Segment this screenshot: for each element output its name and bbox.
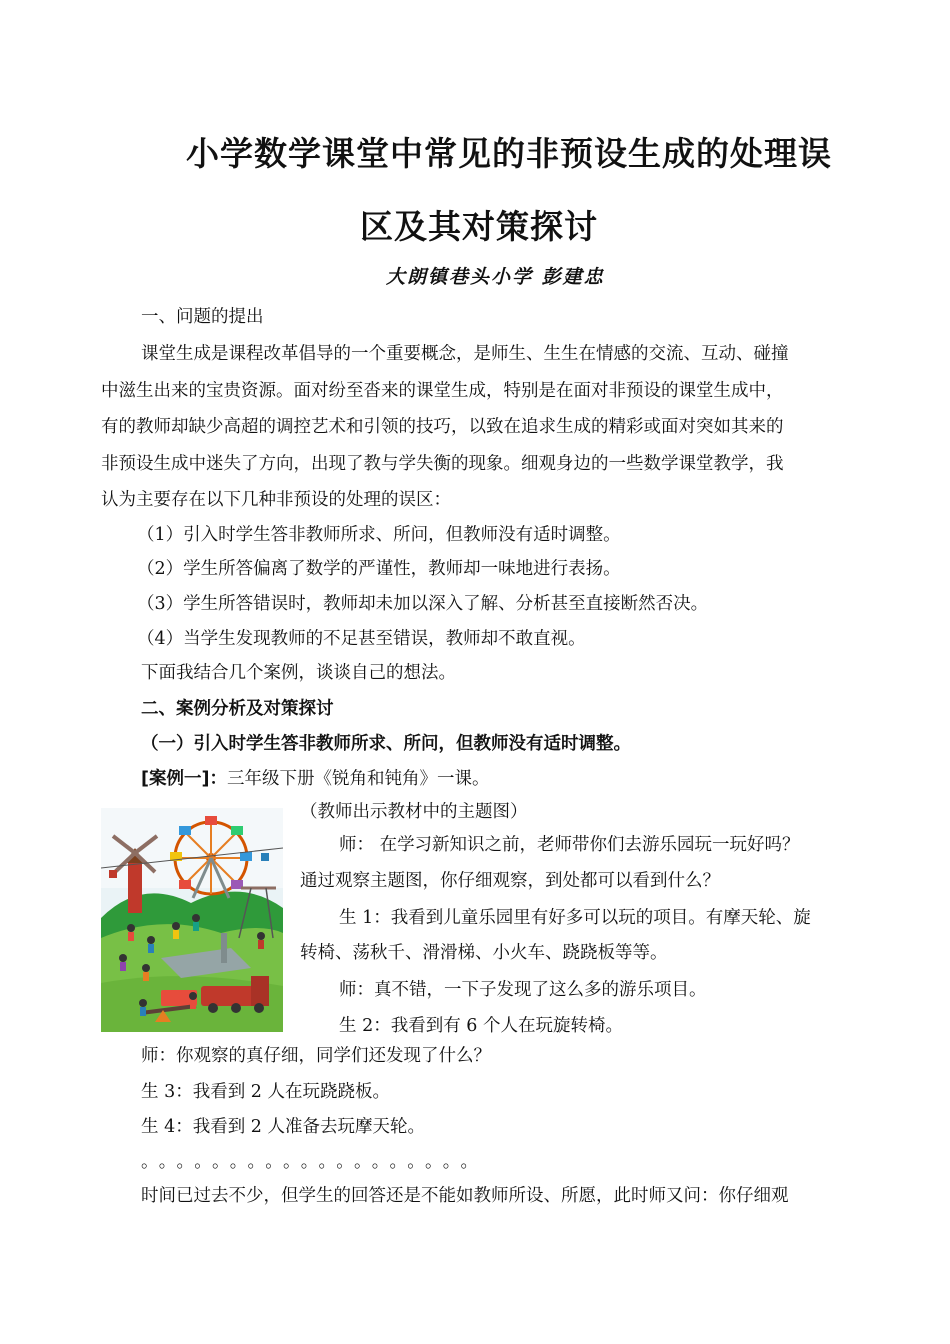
section-1-heading: 一、问题的提出 (141, 307, 264, 327)
dialogue-line: 生 2：我看到有 6 个人在玩旋转椅。 (339, 1016, 623, 1036)
list-item: （1）引入时学生答非教师所求、所问，但教师没有适时调整。 (137, 525, 621, 545)
section-2-heading: 二、案例分析及对策探讨 (141, 699, 334, 719)
title-line-2: 区及其对策探讨 (360, 207, 598, 246)
dialogue-line: 生 1：我看到儿童乐园里有好多可以玩的项目。有摩天轮、旋 (339, 908, 811, 928)
dialogue-line: 师：真不错，一下子发现了这么多的游乐项目。 (339, 980, 707, 1000)
title-line-1: 小学数学课堂中常见的非预设生成的处理误 (186, 134, 832, 173)
intro-line: 课堂生成是课程改革倡导的一个重要概念，是师生、生生在情感的交流、互动、碰撞 (141, 344, 789, 364)
author-line: 大朗镇巷头小学 彭建忠 (386, 266, 605, 288)
subsection-1-heading: （一）引入时学生答非教师所求、所问，但教师没有适时调整。 (141, 734, 631, 754)
body-line: 时间已过去不少，但学生的回答还是不能如教师所设、所愿，此时师又问：你仔细观 (141, 1186, 789, 1206)
transition-text: 下面我结合几个案例，谈谈自己的想法。 (141, 663, 456, 683)
dialogue-line: 生 3：我看到 2 人在玩跷跷板。 (141, 1082, 390, 1102)
case-1-line (141, 767, 490, 791)
case-1-text: 三年级下册《锐角和钝角》一课。 (227, 769, 490, 789)
intro-line: 中滋生出来的宝贵资源。面对纷至沓来的课堂生成，特别是在面对非预设的课堂生成中， (101, 381, 784, 401)
intro-line: 有的教师却缺少高超的调控艺术和引领的技巧，以致在追求生成的精彩或面对突如其来的 (101, 417, 784, 437)
ellipsis-line: 。。。。。。。。。。。。。。。。。。。 (141, 1152, 487, 1172)
list-item: （2）学生所答偏离了数学的严谨性，教师却一味地进行表扬。 (137, 559, 621, 579)
dialogue-line: 生 4：我看到 2 人准备去玩摩天轮。 (141, 1117, 425, 1137)
list-item: （3）学生所答错误时，教师却未加以深入了解、分析甚至直接断然否决。 (137, 594, 709, 614)
case-1-label: [案例一]： (141, 769, 227, 789)
intro-line: 非预设生成中迷失了方向，出现了教与学失衡的现象。细观身边的一些数学课堂教学，我 (101, 454, 784, 474)
figure-caption: （教师出示教材中的主题图） (300, 802, 528, 822)
dialogue-line: 师： 在学习新知识之前，老师带你们去游乐园玩一玩好吗？ (339, 835, 800, 855)
dialogue-line: 通过观察主题图，你仔细观察，到处都可以看到什么？ (300, 871, 720, 891)
list-item: （4）当学生发现教师的不足甚至错误，教师却不敢直视。 (137, 629, 586, 649)
intro-line: 认为主要存在以下几种非预设的处理的误区： (101, 490, 451, 510)
amusement-park-illustration (101, 808, 283, 1032)
dialogue-line: 师：你观察的真仔细，同学们还发现了什么？ (141, 1046, 491, 1066)
dialogue-line: 转椅、荡秋千、滑滑梯、小火车、跷跷板等等。 (300, 943, 668, 963)
amusement-park-icon (101, 808, 283, 1032)
